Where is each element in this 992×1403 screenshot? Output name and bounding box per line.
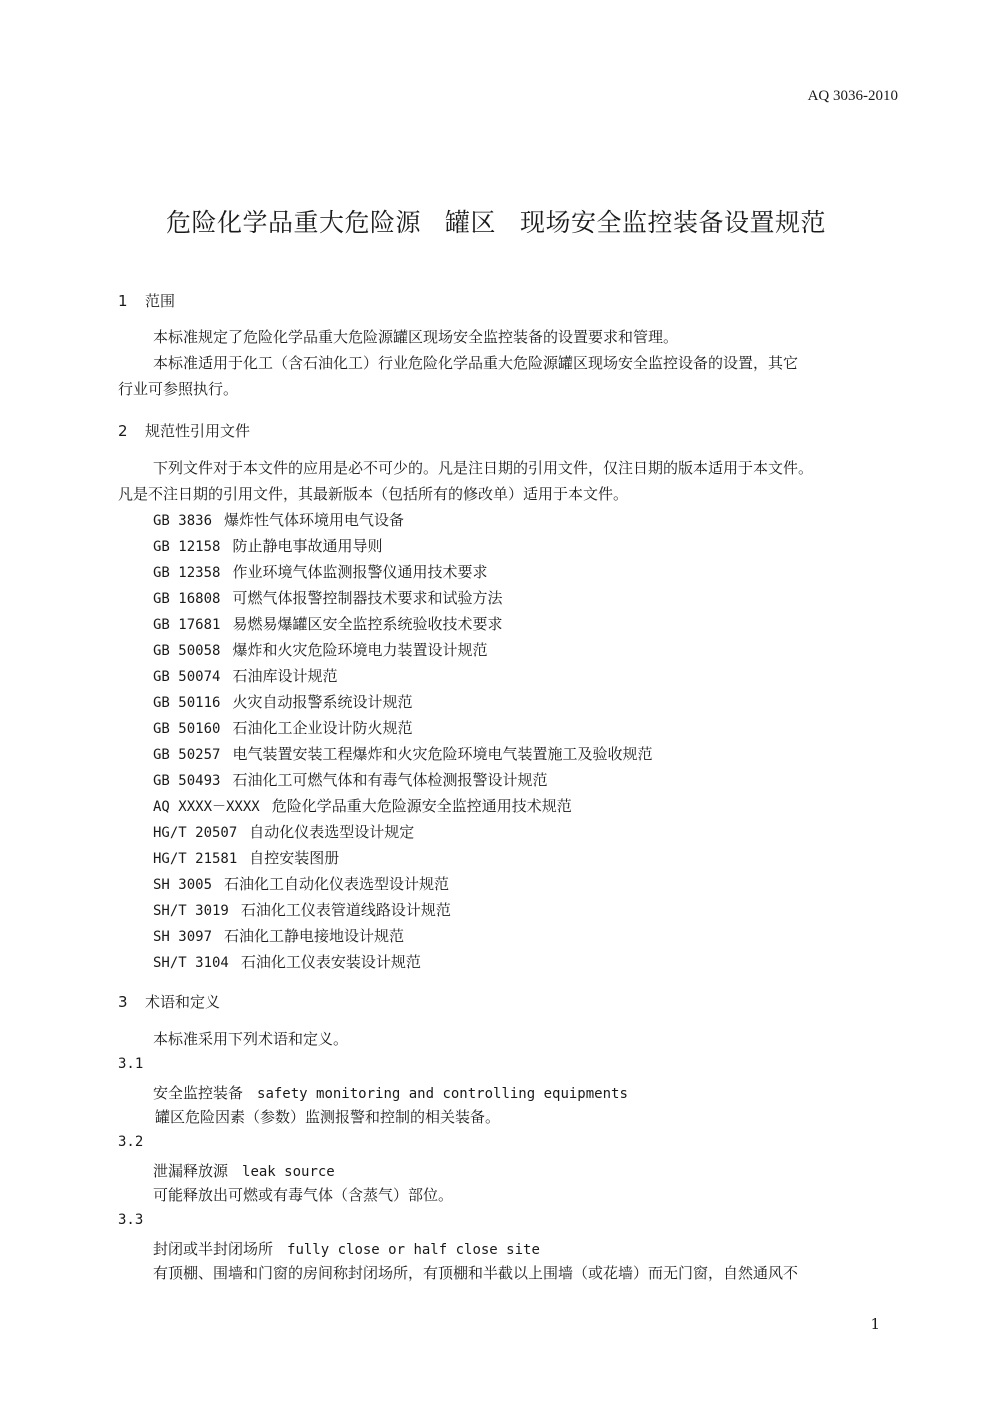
- document-title: [0, 203, 992, 239]
- reference-item: [153, 847, 339, 868]
- term-definition: 罐区危险因素（参数）监测报警和控制的相关装备。: [155, 1108, 501, 1126]
- reference-title: 自动化仪表选型设计规定: [249, 823, 415, 841]
- reference-title: 爆炸和火灾危险环境电力装置设计规范: [232, 641, 488, 659]
- reference-item: [153, 509, 404, 530]
- term-chinese: 安全监控装备: [153, 1084, 244, 1102]
- reference-code: GB 50116: [153, 695, 221, 711]
- reference-item: [153, 665, 337, 686]
- reference-item: [153, 795, 572, 816]
- section-3-title: 术语和定义: [145, 993, 221, 1011]
- reference-title: 火灾自动报警系统设计规范: [232, 693, 413, 711]
- reference-title: 石油化工企业设计防火规范: [232, 719, 413, 737]
- term-chinese: 封闭或半封闭场所: [153, 1240, 274, 1258]
- reference-item: [153, 925, 404, 946]
- reference-item: [153, 951, 421, 972]
- section-3-intro: 本标准采用下列术语和定义。: [153, 1030, 349, 1048]
- reference-title: 自控安装图册: [249, 849, 340, 867]
- reference-code: GB 50257: [153, 747, 221, 763]
- section-1-number: 1: [118, 292, 128, 310]
- reference-item: [153, 743, 652, 764]
- reference-item: [153, 691, 412, 712]
- term-english: safety monitoring and controlling equipments: [257, 1086, 628, 1102]
- term-english: leak source: [242, 1164, 335, 1180]
- section-1-title: 范围: [145, 292, 176, 310]
- page-number: 1: [870, 1315, 880, 1333]
- reference-title: 爆炸性气体环境用电气设备: [224, 511, 405, 529]
- reference-code: GB 50074: [153, 669, 221, 685]
- clause-number: 3.2: [118, 1134, 144, 1150]
- section-1-para-2-line-1: 本标准适用于化工（含石油化工）行业危险化学品重大危险源罐区现场安全监控设备的设置，其它: [153, 354, 799, 372]
- reference-title: 石油化工仪表管道线路设计规范: [240, 901, 451, 919]
- reference-item: [153, 535, 382, 556]
- reference-item: [153, 587, 502, 608]
- clause-number: 3.1: [118, 1056, 144, 1072]
- reference-title: 防止静电事故通用导则: [232, 537, 383, 555]
- reference-code: GB 12358: [153, 565, 221, 581]
- section-2-number: 2: [118, 422, 128, 440]
- section-1-para-1: 本标准规定了危险化学品重大危险源罐区现场安全监控装备的设置要求和管理。: [153, 328, 679, 346]
- standard-code: AQ 3036-2010: [807, 88, 898, 104]
- reference-code: GB 17681: [153, 617, 221, 633]
- section-3-heading: [118, 991, 220, 1012]
- term-entry: [153, 1160, 335, 1181]
- reference-title: 石油化工静电接地设计规范: [224, 927, 405, 945]
- term-chinese: 泄漏释放源: [153, 1162, 229, 1180]
- reference-item: [153, 899, 451, 920]
- reference-item: [153, 717, 412, 738]
- section-2-intro-line-1: 下列文件对于本文件的应用是必不可少的。凡是注日期的引用文件，仅注日期的版本适用于本文件。: [153, 459, 814, 477]
- reference-code: SH 3097: [153, 929, 213, 945]
- reference-title: 作业环境气体监测报警仪通用技术要求: [232, 563, 488, 581]
- reference-item: [153, 613, 502, 634]
- reference-code: GB 12158: [153, 539, 221, 555]
- reference-code: AQ XXXX－XXXX: [153, 799, 260, 815]
- reference-title: 易燃易爆罐区安全监控系统验收技术要求: [232, 615, 503, 633]
- reference-item: [153, 873, 449, 894]
- reference-code: SH/T 3019: [153, 903, 229, 919]
- term-english: fully close or half close site: [287, 1242, 540, 1258]
- reference-title: 危险化学品重大危险源安全监控通用技术规范: [271, 797, 572, 815]
- reference-code: SH/T 3104: [153, 955, 229, 971]
- section-1-para-2-line-2: 行业可参照执行。: [118, 380, 239, 398]
- title-part-2: 罐区: [444, 208, 496, 237]
- title-part-1: 危险化学品重大危险源: [165, 208, 421, 237]
- reference-code: HG/T 21581: [153, 851, 238, 867]
- term-entry: [153, 1082, 628, 1103]
- reference-code: GB 3836: [153, 513, 213, 529]
- reference-code: SH 3005: [153, 877, 213, 893]
- reference-title: 石油化工自动化仪表选型设计规范: [224, 875, 450, 893]
- reference-code: HG/T 20507: [153, 825, 238, 841]
- reference-code: GB 16808: [153, 591, 221, 607]
- reference-title: 石油化工可燃气体和有毒气体检测报警设计规范: [232, 771, 548, 789]
- term-entry: [153, 1238, 540, 1259]
- section-2-heading: [118, 420, 250, 441]
- reference-title: 可燃气体报警控制器技术要求和试验方法: [232, 589, 503, 607]
- term-definition: 有顶棚、围墙和门窗的房间称封闭场所，有顶棚和半截以上围墙（或花墙）而无门窗，自然通风不: [153, 1264, 799, 1282]
- clause-number: 3.3: [118, 1212, 144, 1228]
- reference-title: 石油化工仪表安装设计规范: [240, 953, 421, 971]
- section-2-title: 规范性引用文件: [145, 422, 251, 440]
- term-definition: 可能释放出可燃或有毒气体（含蒸气）部位。: [153, 1186, 454, 1204]
- reference-title: 石油库设计规范: [232, 667, 338, 685]
- reference-title: 电气装置安装工程爆炸和火灾危险环境电气装置施工及验收规范: [232, 745, 653, 763]
- section-3-number: 3: [118, 993, 128, 1011]
- reference-item: [153, 639, 487, 660]
- section-1-heading: [118, 290, 175, 311]
- reference-code: GB 50160: [153, 721, 221, 737]
- section-2-intro-line-2: 凡是不注日期的引用文件，其最新版本（包括所有的修改单）适用于本文件。: [118, 485, 629, 503]
- reference-item: [153, 821, 414, 842]
- reference-item: [153, 561, 487, 582]
- reference-code: GB 50493: [153, 773, 221, 789]
- reference-code: GB 50058: [153, 643, 221, 659]
- reference-item: [153, 769, 547, 790]
- title-part-3: 现场安全监控装备设置规范: [520, 208, 827, 237]
